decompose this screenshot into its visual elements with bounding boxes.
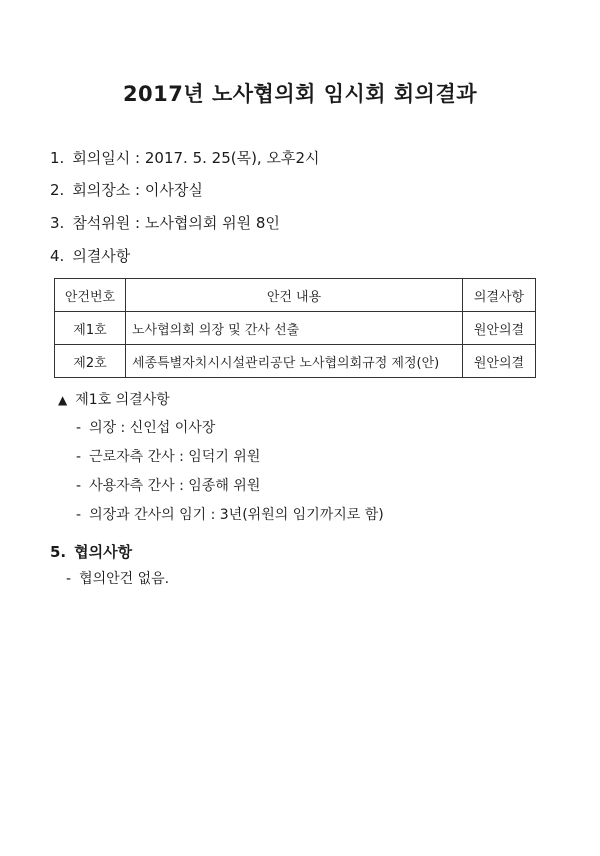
header-agenda-content: 안건 내용	[126, 279, 463, 312]
cell-agenda-content: 세종특별자치시시설관리공단 노사협의회규정 제정(안)	[126, 345, 463, 378]
item-number: 4.	[50, 247, 65, 265]
triangle-icon: ▲	[58, 393, 68, 407]
meeting-date-line	[50, 147, 319, 168]
meeting-date-text: 회의일시 : 2017. 5. 25(목), 오후2시	[72, 149, 320, 167]
table-header-row	[55, 279, 536, 312]
consultation-heading	[50, 541, 132, 562]
consultation-note	[66, 568, 169, 588]
header-agenda-number: 안건번호	[55, 279, 126, 312]
cell-resolution: 원안의결	[463, 345, 536, 378]
list-item	[76, 504, 384, 524]
attendees-text: 참석위원 : 노사협의회 위원 8인	[72, 214, 280, 232]
cell-resolution: 원안의결	[463, 312, 536, 345]
cell-agenda-number: 제1호	[55, 312, 126, 345]
meeting-place-line	[50, 179, 203, 200]
list-item	[76, 446, 260, 466]
labor-secretary-text: 근로자측 간사 : 임덕기 위원	[89, 449, 261, 465]
list-item	[76, 417, 215, 437]
sub-section-heading	[58, 389, 170, 409]
dash-marker: -	[76, 420, 82, 436]
table-row	[55, 345, 536, 378]
dash-marker: -	[76, 507, 82, 523]
list-item	[76, 475, 260, 495]
dash-marker: -	[76, 449, 82, 465]
chair-text: 의장 : 신인섭 이사장	[89, 420, 216, 436]
agenda-table	[54, 278, 536, 378]
item-number: 1.	[50, 149, 65, 167]
item-number: 3.	[50, 214, 65, 232]
cell-agenda-number: 제2호	[55, 345, 126, 378]
dash-marker: -	[66, 571, 72, 587]
consultation-note-text: 협의안건 없음.	[79, 571, 170, 587]
item-number: 2.	[50, 181, 65, 199]
header-resolution: 의결사항	[463, 279, 536, 312]
cell-agenda-content: 노사협의회 의장 및 간사 선출	[126, 312, 463, 345]
term-text: 의장과 간사의 임기 : 3년(위원의 임기까지로 함)	[89, 507, 384, 523]
dash-marker: -	[76, 478, 82, 494]
resolutions-heading	[50, 245, 130, 266]
employer-secretary-text: 사용자측 간사 : 임종해 위원	[89, 478, 261, 494]
attendees-line	[50, 212, 280, 233]
item-number: 5.	[50, 543, 67, 561]
table-row	[55, 312, 536, 345]
consultation-heading-text: 협의사항	[74, 543, 133, 561]
sub-section-title: 제1호 의결사항	[75, 392, 170, 408]
document-title: 2017년 노사협의회 임시회 회의결과	[122, 82, 478, 106]
resolutions-heading-text: 의결사항	[72, 247, 131, 265]
meeting-place-text: 회의장소 : 이사장실	[72, 181, 203, 199]
